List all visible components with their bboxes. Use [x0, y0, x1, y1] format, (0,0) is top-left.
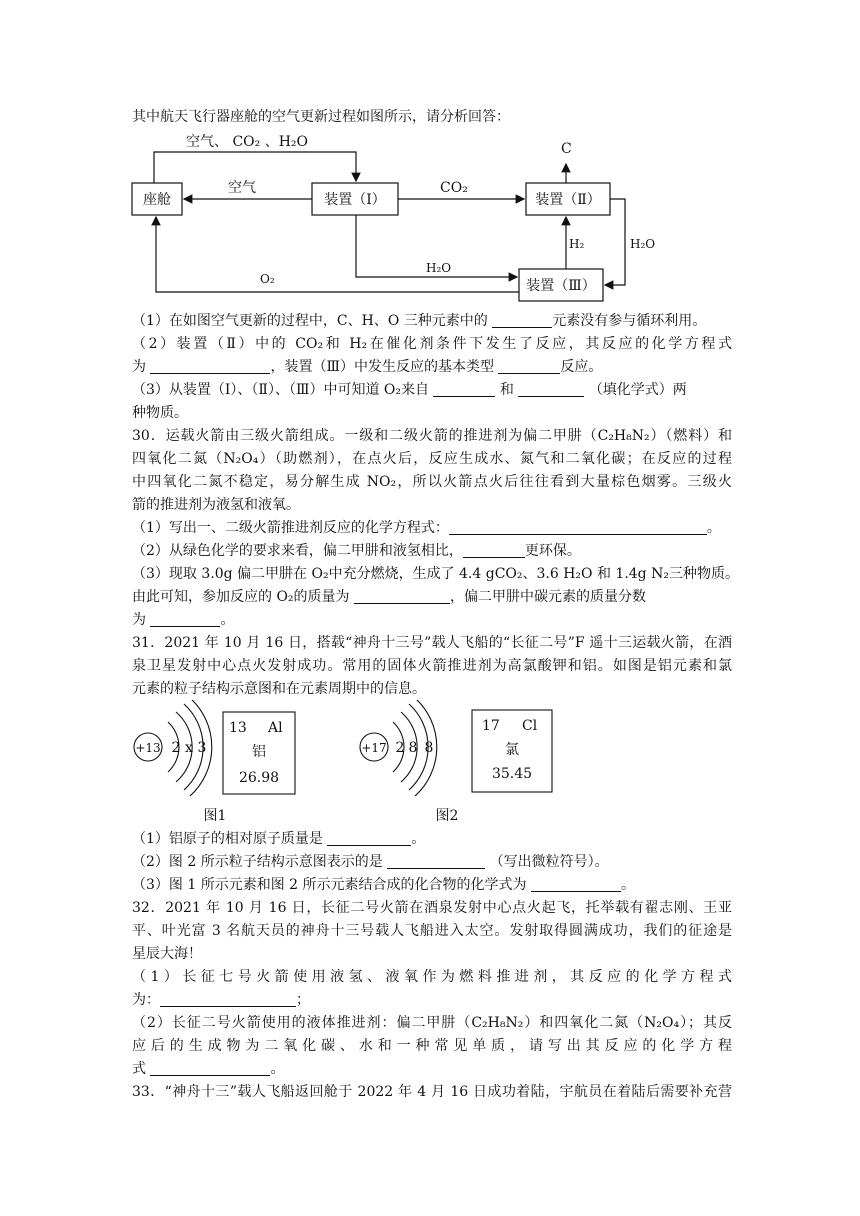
al-shell-2: x [185, 740, 193, 756]
al-symbol: Al [268, 720, 283, 736]
q31-line2: 泉卫星发射中心点火发射成功。常用的固体火箭推进剂为高氯酸钾和铝。如图是铝元素和氯 [132, 658, 732, 674]
q29-part2-line2: 为 ，装置（Ⅲ）中发生反应的基本类型 反应。 [132, 359, 603, 375]
cl-symbol: Cl [522, 718, 538, 734]
al-atomic-number: 13 [229, 720, 247, 736]
cl-nucleus-charge: +17 [361, 741, 387, 755]
fig2-caption: 图2 [435, 808, 459, 824]
q29-part2-line1: （2）装置（Ⅱ）中的 CO₂和 H₂在催化剂条件下发生了反应，其反应的化学方程式 [132, 336, 732, 352]
q29-part3-line2: 种物质。 [132, 405, 188, 421]
fig1-caption: 图1 [203, 808, 227, 824]
air-label: 空气 [228, 180, 256, 196]
q29-part3-line1: （3）从装置（Ⅰ）、（Ⅱ）、（Ⅲ）中可知道 O₂来自 和 （填化学式）两 [132, 382, 687, 398]
device1-label: 装置（Ⅰ） [324, 192, 386, 208]
al-shell-1: 2 [171, 740, 181, 756]
q30-part3-line2: 由此可知，参加反应的 O₂的质量为 ，偏二甲肼中碳元素的质量分数 [132, 589, 646, 605]
cl-shell-1: 2 [395, 740, 405, 756]
cl-atomic-number: 17 [482, 718, 500, 734]
q30-part3-line3: 为 。 [132, 612, 235, 628]
h2o-right-label: H₂O [630, 237, 656, 251]
al-name: 铝 [252, 744, 266, 760]
q33-line1: 33．“神舟十三”载人飞船返回舱于 2022 年 4 月 16 日成功着陆，宇航员在着陆后需要补充营 [132, 1084, 732, 1100]
device3-label: 装置（Ⅲ） [526, 278, 596, 294]
air-renewal-diagram [0, 0, 860, 310]
q30-part3-line1: （3）现取 3.0g 偏二甲肼在 O₂中充分燃烧，生成了 4.4 gCO₂、3.6 H₂O 和 1.4g N₂三种物质。 [132, 566, 739, 582]
q30-part1: （1）写出一、二级火箭推进剂反应的化学方程式： 。 [132, 520, 721, 536]
q31-line1: 31．2021 年 10 月 16 日，搭载“神舟十三号”载人飞船的“长征二号”F 遥十三运载火箭，在酒 [132, 635, 732, 651]
al-shell-3: 3 [197, 740, 207, 756]
q31-part3: （3）图 1 所示元素和图 2 所示元素结合成的化合物的化学式为 。 [132, 877, 635, 893]
co2-label: CO₂ [440, 180, 468, 196]
q32-line3: 星辰大海！ [132, 946, 202, 962]
q30-line2: 四氧化二氮（N₂O₄）（助燃剂），在点火后，反应生成水、氮气和二氧化碳；在反应的过程 [132, 451, 732, 467]
q31-part2: （2）图 2 所示粒子结构示意图表示的是 （写出微粒符号）。 [132, 854, 609, 870]
q32-part1-line1: （1）长征七号火箭使用液氢、液氧作为燃料推进剂，其反应的化学方程式 [132, 969, 732, 985]
cl-shell-3: 8 [424, 740, 434, 756]
h2o-bottom-label: H₂O [426, 261, 452, 275]
q30-line1: 30．运载火箭由三级火箭组成。一级和二级火箭的推进剂为偏二甲肼（C₂H₈N₂）（燃料）和 [132, 428, 732, 444]
cl-shell-2: 8 [408, 740, 418, 756]
o2-label: O₂ [260, 272, 275, 286]
cl-name: 氯 [505, 742, 519, 758]
q32-line1: 32．2021 年 10 月 16 日，长征二号火箭在酒泉发射中心点火起飞，托举载有翟志刚、王亚 [132, 900, 732, 916]
q32-part2-line2: 应后的生成物为二氧化碳、水和一种常见单质，请写出其反应的化学方程 [132, 1038, 732, 1054]
q31-part1: （1）铝原子的相对原子质量是 。 [132, 831, 426, 847]
h2-label: H₂ [569, 237, 585, 251]
q32-part1-line2: 为： ； [132, 992, 310, 1008]
al-mass: 26.98 [238, 770, 280, 786]
q31-line3: 元素的粒子结构示意图和在元素周期中的信息。 [132, 681, 426, 697]
atomic-structure-figures [0, 700, 860, 830]
q29-part1: （1）在如图空气更新的过程中，C、H、O 三种元素中的 元素没有参与循环利用。 [132, 313, 707, 329]
q32-line2: 平、叶光富 3 名航天员的神舟十三号载人飞船进入太空。发射取得圆满成功，我们的征途是 [132, 923, 732, 939]
cabin-label: 座舱 [143, 192, 171, 208]
q30-line4: 箭的推进剂为液氢和液氧。 [132, 497, 300, 513]
q30-part2: （2）从绿色化学的要求来看，偏二甲肼和液氢相比， 更环保。 [132, 543, 581, 559]
cl-mass: 35.45 [491, 766, 533, 782]
q32-part2-line1: （2）长征二号火箭使用的液体推进剂：偏二甲肼（C₂H₈N₂）和四氧化二氮（N₂O₄）；其反 [132, 1015, 732, 1031]
device2-label: 装置（Ⅱ） [535, 192, 601, 208]
al-nucleus-charge: +13 [135, 741, 161, 755]
intro-text: 其中航天飞行器座舱的空气更新过程如图所示，请分析回答： [132, 109, 510, 125]
q32-part2-line3: 式 。 [132, 1061, 285, 1077]
top-flow-label: 空气、 CO₂ 、H₂O [186, 134, 309, 150]
carbon-label: C [561, 141, 572, 157]
q30-line3: 中四氧化二氮不稳定，易分解生成 NO₂，所以火箭点火后往往看到大量棕色烟雾。三级火 [132, 474, 732, 490]
